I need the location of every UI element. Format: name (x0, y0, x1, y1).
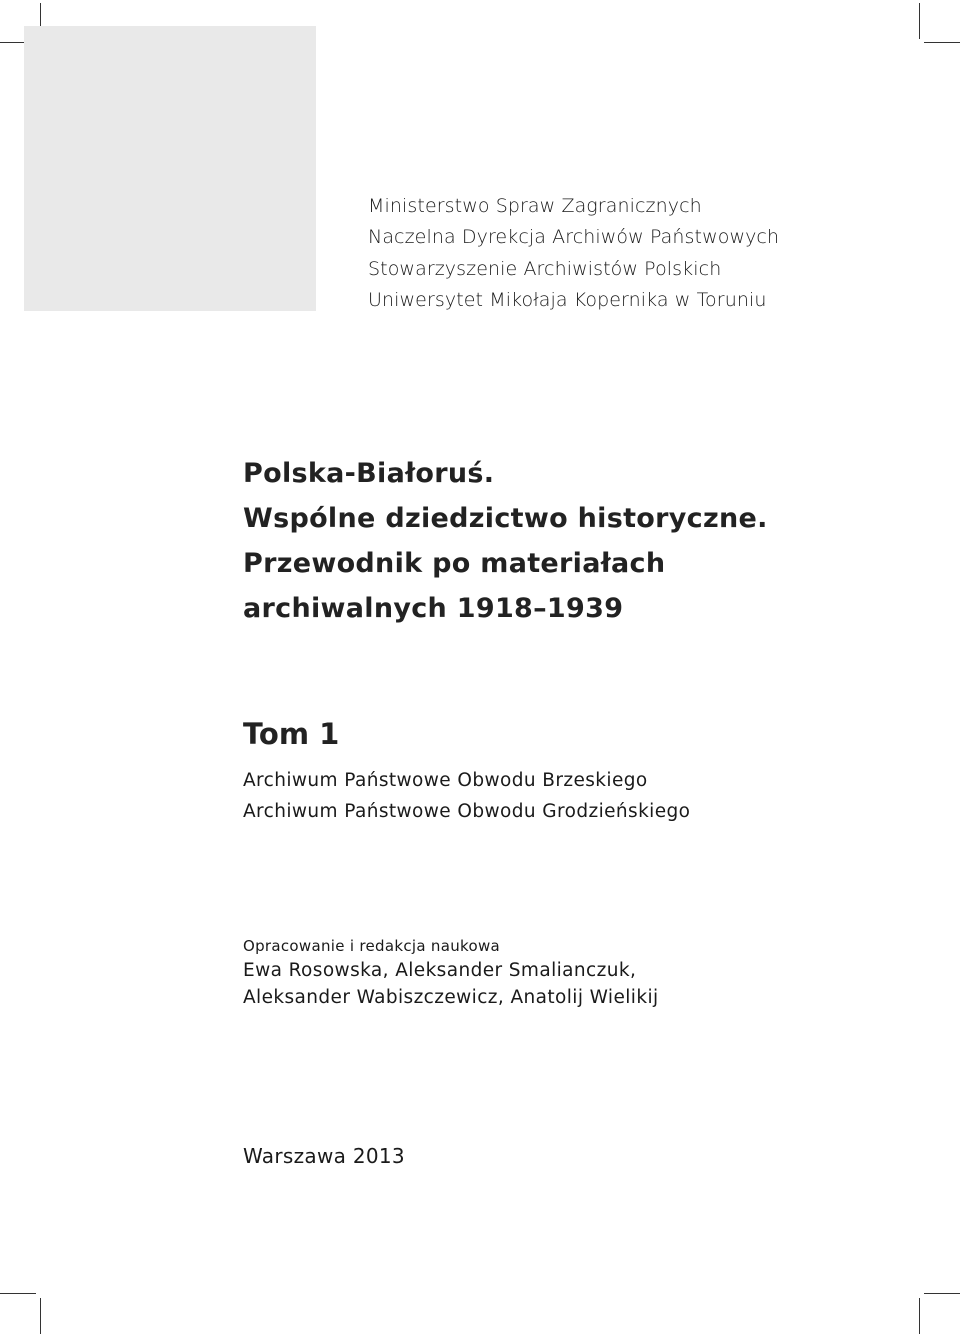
editing-label: Opracowanie i redakcja naukowa (243, 937, 501, 955)
volume-label: Tom 1 (243, 717, 340, 751)
archive-line: Archiwum Państwowe Obwodu Grodzieńskiego (243, 801, 691, 822)
imprint: Warszawa 2013 (243, 1144, 405, 1168)
editors-line: Ewa Rosowska, Aleksander Smalianczuk, (243, 960, 637, 981)
institution-line: Ministerstwo Spraw Zagranicznych (368, 195, 702, 217)
editor-list (243, 958, 659, 1011)
title-line: Polska-Białoruś. (243, 458, 495, 489)
crop-mark-top-right-vertical (919, 3, 920, 39)
title-line: Przewodnik po materiałach (243, 548, 666, 579)
book-title (243, 451, 768, 631)
title-line: Wspólne dziedzictwo historyczne. (243, 503, 768, 534)
institution-line: Uniwersytet Mikołaja Kopernika w Toruniu (368, 288, 767, 311)
archive-list (243, 765, 690, 827)
title-line: archiwalnych 1918–1939 (243, 593, 624, 624)
placeholder-panel (24, 26, 316, 311)
crop-mark-bottom-right-vertical (919, 1298, 920, 1334)
crop-mark-top-right-horizontal (924, 42, 960, 43)
archive-line: Archiwum Państwowe Obwodu Brzeskiego (243, 770, 648, 791)
institution-line: Stowarzyszenie Archiwistów Polskich (368, 257, 722, 280)
crop-mark-bottom-left-vertical (40, 1298, 41, 1334)
crop-mark-bottom-left-horizontal (0, 1293, 36, 1294)
crop-mark-bottom-right-horizontal (924, 1293, 960, 1294)
institution-list (368, 191, 779, 316)
institution-line: Naczelna Dyrekcja Archiwów Państwowych (368, 226, 780, 249)
editors-line: Aleksander Wabiszczewicz, Anatolij Wielikij (243, 986, 659, 1008)
